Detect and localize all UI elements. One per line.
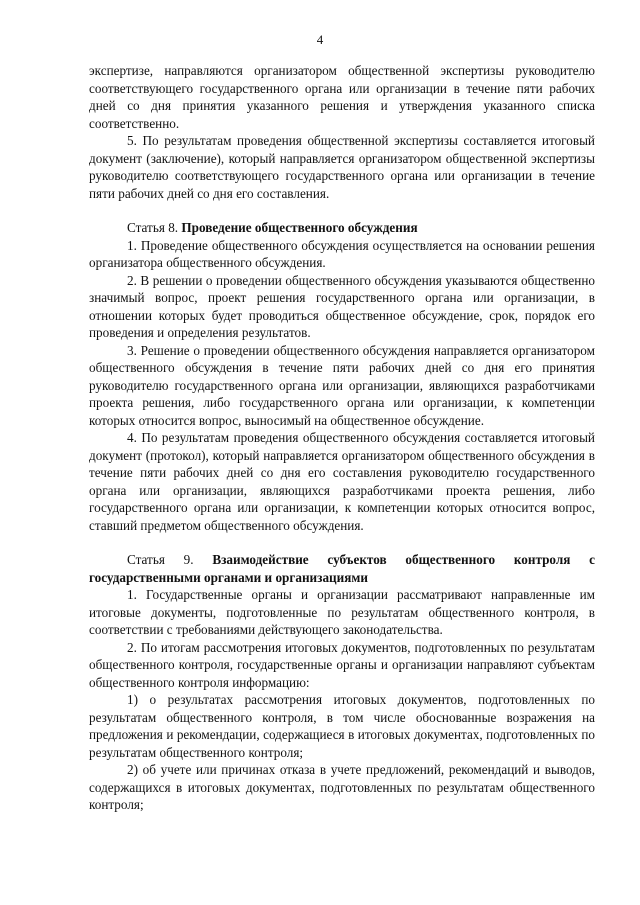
paragraph: 1) о результатах рассмотрения итоговых документов, подготовленных по результатам общественного контроля, в том числе обоснованные возражения на предложения и рекомендации, содержащиеся в итоговых документах, подготовленных по результатам общественного контроля; [89,692,595,760]
paragraph: 1. Проведение общественного обсуждения осуществляется на основании решения организатора общественного обсуждения. [89,237,595,270]
paragraph: 2) об учете или причинах отказа в учете предложений, рекомендаций и выводов, содержащихся в итоговых документах, подготовленных по результатам общественного контроля; [89,762,595,812]
paragraph: 4. По результатам проведения общественного обсуждения составляется итоговый документ (протокол), который направляется организатором общественного обсуждения в течение пяти рабочих дней со дня его составления руководителю государственного органа или организации, являющихся разработчиками проекта решения, либо государственного органа или организации, к компетенции которых относится вопрос, ставший предметом общественного обсуждения. [89,430,595,533]
article-9-prefix: Статья 9. [127,552,213,567]
paragraph: 2. В решении о проведении общественного обсуждения указываются общественно значимый вопрос, проект решения государственного органа или организации, в отношении которых будет проводиться общественное обсуждение, срок, порядок его проведения и определения результатов. [89,272,595,340]
spacer [89,202,595,219]
article-8-title: Проведение общественного обсуждения [181,220,418,235]
paragraph: 2. По итогам рассмотрения итоговых документов, подготовленных по результатам общественного контроля, государственные органы и организации направляют субъектам общественного контроля информацию: [89,639,595,690]
article-8-heading [89,219,595,237]
document-body [89,62,595,814]
paragraph: 5. По результатам проведения общественной экспертизы составляется итоговый документ (заключение), который направляется организатором общественной экспертизы руководителю соответствующего государственного органа или организации в течение пяти рабочих дней со дня его составления. [89,133,595,201]
article-9-title: Взаимодействие субъектов общественного контроля с государственными органами и организациями [89,552,595,585]
page-number: 4 [316,32,324,47]
paragraph: 3. Решение о проведении общественного обсуждения направляется организатором общественного обсуждения в течение пяти рабочих дней со дня его принятия руководителю государственного органа или организации, являющихся разработчиками проекта решения, либо государственного органа или организации, к компетенции которых относится вопрос, выносимый на общественное обсуждение. [89,342,595,428]
paragraph: экспертизе, направляются организатором общественной экспертизы руководителю соответствующего государственного органа или организации в течение пяти рабочих дней со дня принятия указанного решения и утверждения указанного списка соответственно. [89,63,595,131]
spacer [89,534,595,551]
paragraph: 1. Государственные органы и организации рассматривают направленные им итоговые документы, подготовленные по результатам общественного контроля, в соответствии с требованиями действующего законодательства. [89,587,595,637]
article-9-heading [89,551,595,586]
article-8-prefix: Статья 8. [127,220,182,235]
